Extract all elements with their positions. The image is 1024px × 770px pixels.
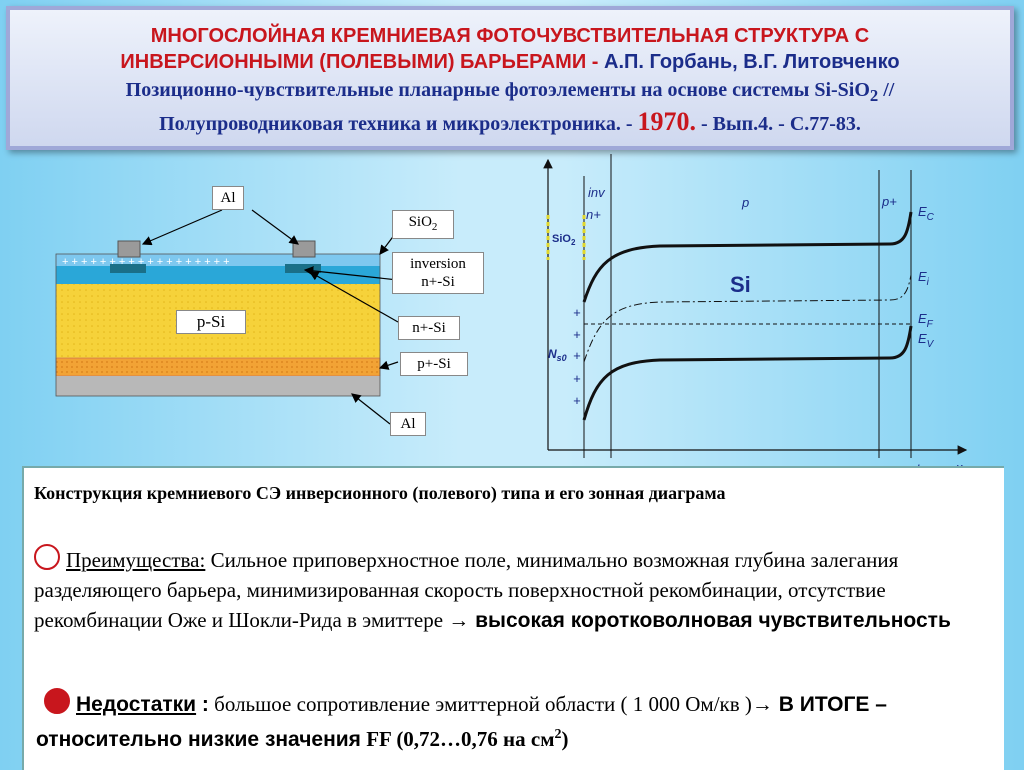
plus-4: + [573,371,581,386]
label-ei: $E_i$ [918,269,929,288]
title-line-1: МНОГОСЛОЙНАЯ КРЕМНИЕВАЯ ФОТОЧУВСТВИТЕЛЬНАЯ СТРУКТУРА С [150,25,870,47]
ff-values: FF (0,72…0,76 на см [360,727,555,751]
title-year: 1970. [637,107,697,136]
plus-1: + [573,305,581,320]
label-p-si: p-Si [176,310,246,334]
advantages-paragraph [34,544,994,636]
label-nplus: n+ [586,207,601,222]
label-sio2: SiO$_2$ [392,210,454,239]
plus-3: + [573,348,581,363]
diagram-canvas [0,150,1024,470]
plus-2: + [573,327,581,342]
label-p: p [742,195,750,210]
plus-5: + [573,393,581,408]
label-ev: $E_V$ [918,331,934,350]
title-line-3 [10,76,1010,110]
advantages-text: Сильное приповерхностное поле, минимально возможная глубина залегания разделяющего барьера, минимизированная скорость поверхностной рекомбинации, отсутствие рекомбинации Оже и Шокли-Рида в эмиттере [34,548,899,632]
title-line-2 [10,50,1010,74]
label-inversion: inversion n+-Si [392,252,484,294]
title-line-2-main: ИНВЕРСИОННЫМИ (ПОЛЕВЫМИ) БАРЬЕРАМИ - [120,51,599,73]
ev-curve [584,326,911,420]
label-pplus: p+ [882,194,897,209]
arrow-icon: → [751,692,773,716]
disadvantages-label: Недостатки [76,693,197,716]
title-line-3-text: Позиционно-чувствительные планарные фотоэлементы на основе системы Si-SiO [125,79,870,101]
advantages-label: Преимущества: [66,548,206,572]
label-ef: $E_F$ [918,311,933,330]
label-inv: inv [588,185,605,200]
title-authors: А.П. Горбань, В.Г. Литовченко [604,51,900,73]
title-line-4 [10,108,1010,138]
surface-charges: + + + + + + + + + + + + + + + + + + [62,256,230,268]
al-back-contact [56,376,380,396]
figure-caption: Конструкция кремниевого СЭ инверсионного (полевого) типа и его зонная диаграма [34,483,726,503]
label-ns0: $N_{s0}$ [548,347,567,363]
al-contact-left [118,241,140,257]
disadvantages-paragraph: Недостатки : большое сопротивление эмиттерной области ( 1 000 Ом/кв )→ В ИТОГЕ – относительно низкие значения FF (0,72…0,76 на $см^2$) [36,688,996,755]
inversion-layer [56,266,380,284]
title-line-4-end: - Вып.4. - С.77-83. [701,113,861,135]
disadvantages-text: большое сопротивление эмиттерной области ( 1 000 Ом/кв ) [208,692,752,716]
label-si: Si [730,272,751,297]
title-line-3-sub: 2 [869,86,879,105]
title-box [6,6,1014,150]
arrow-icon: → [448,608,470,632]
label-pplus-si: p+-Si [400,352,468,376]
title-line-4-text: Полупроводниковая техника и микроэлектроника. - [159,113,633,135]
label-nplus-si: n+-Si [398,316,460,340]
label-al-top: Al [212,186,244,210]
sad-face-icon [44,688,70,714]
smile-icon [34,544,60,570]
label-ec: $E_C$ [918,204,934,223]
advantages-result: высокая коротковолновая чувствительность [469,609,951,632]
text-panel [22,466,1004,770]
label-al-bottom: Al [390,412,426,436]
result-text: В ИТОГЕ – относительно низкие значения [36,693,887,751]
title-line-3-end: // [878,79,895,101]
label-sio2-band: SiO$_2$ [552,233,576,247]
pplus-si-layer [56,358,380,376]
